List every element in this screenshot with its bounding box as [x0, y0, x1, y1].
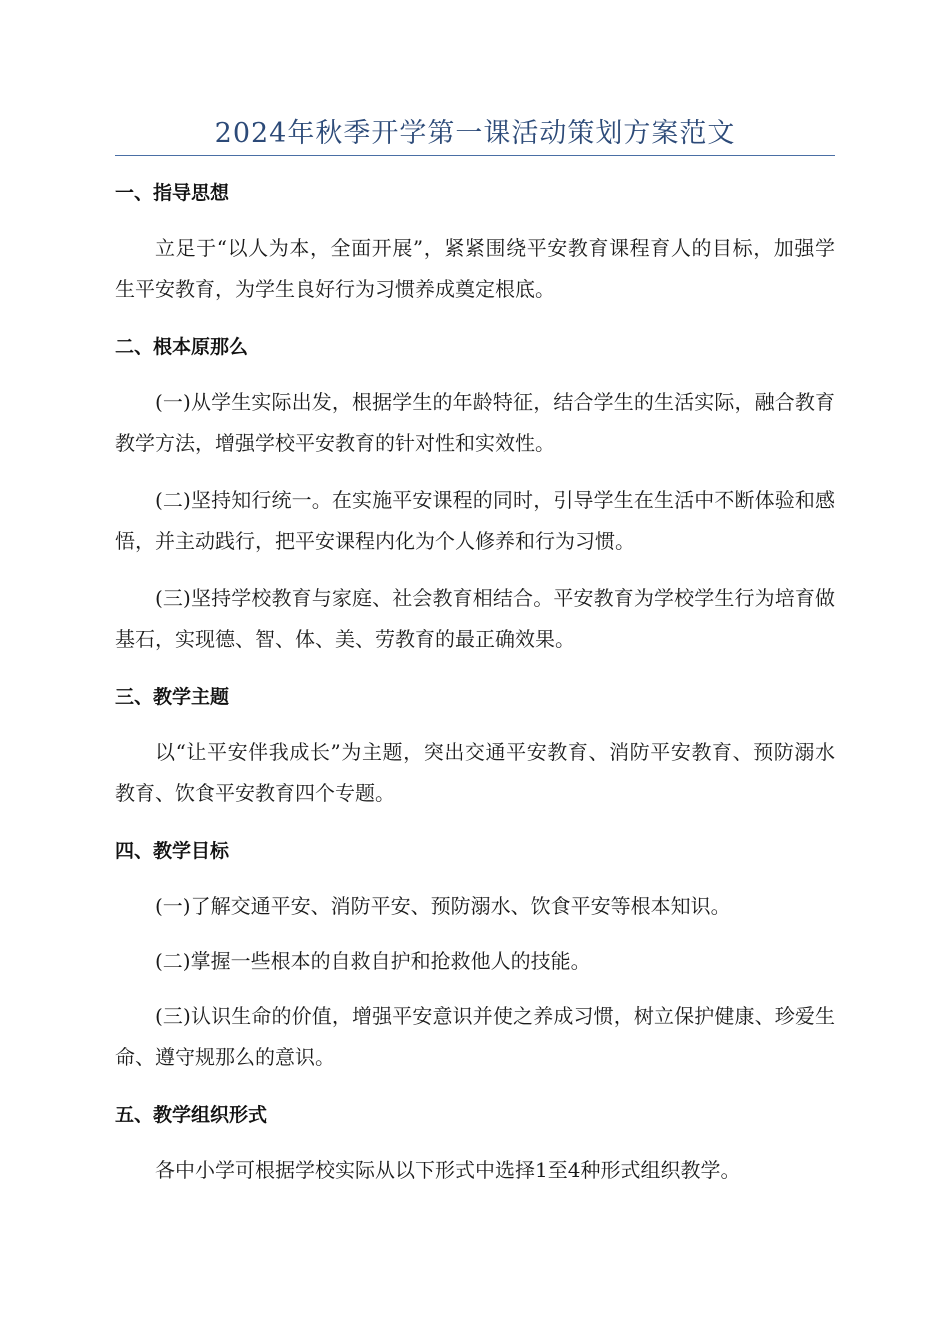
paragraph: (三)坚持学校教育与家庭、社会教育相结合。平安教育为学校学生行为培育做基石，实现德、智、体、美、劳教育的最正确效果。 — [115, 586, 835, 651]
section-guiding-ideology — [115, 172, 835, 310]
paragraph: (三)认识生命的价值，增强平安意识并使之养成习惯，树立保护健康、珍爱生命、遵守规那么的意识。 — [115, 1004, 835, 1069]
section-heading: 五、教学组织形式 — [115, 1104, 268, 1126]
paragraph: 立足于“以人为本，全面开展”，紧紧围绕平安教育课程育人的目标，加强学生平安教育，为学生良好行为习惯养成奠定根底。 — [115, 236, 835, 301]
paragraph: 以“让平安伴我成长”为主题，突出交通平安教育、消防平安教育、预防溺水教育、饮食平安教育四个专题。 — [115, 740, 835, 805]
section-teaching-goals — [115, 830, 835, 1078]
document-title: 2024年秋季开学第一课活动策划方案范文 — [214, 118, 736, 149]
section-teaching-theme — [115, 676, 835, 814]
document-body — [115, 172, 835, 1205]
section-heading: 二、根本原那么 — [115, 336, 249, 358]
section-basic-principles — [115, 326, 835, 660]
section-organization-form — [115, 1094, 835, 1191]
section-heading: 三、教学主题 — [115, 686, 230, 708]
paragraph: (二)掌握一些根本的自救自护和抢救他人的技能。 — [155, 949, 591, 973]
paragraph: 各中小学可根据学校实际从以下形式中选择1至4种形式组织教学。 — [155, 1158, 741, 1182]
section-heading: 一、指导思想 — [115, 182, 230, 204]
title-underline — [115, 155, 835, 156]
section-heading: 四、教学目标 — [115, 840, 230, 862]
paragraph: (二)坚持知行统一。在实施平安课程的同时，引导学生在生活中不断体验和感悟，并主动践行，把平安课程内化为个人修养和行为习惯。 — [115, 488, 835, 553]
paragraph: (一)从学生实际出发，根据学生的年龄特征，结合学生的生活实际，融合教育教学方法，增强学校平安教育的针对性和实效性。 — [115, 390, 835, 455]
paragraph: (一)了解交通平安、消防平安、预防溺水、饮食平安等根本知识。 — [155, 894, 731, 918]
